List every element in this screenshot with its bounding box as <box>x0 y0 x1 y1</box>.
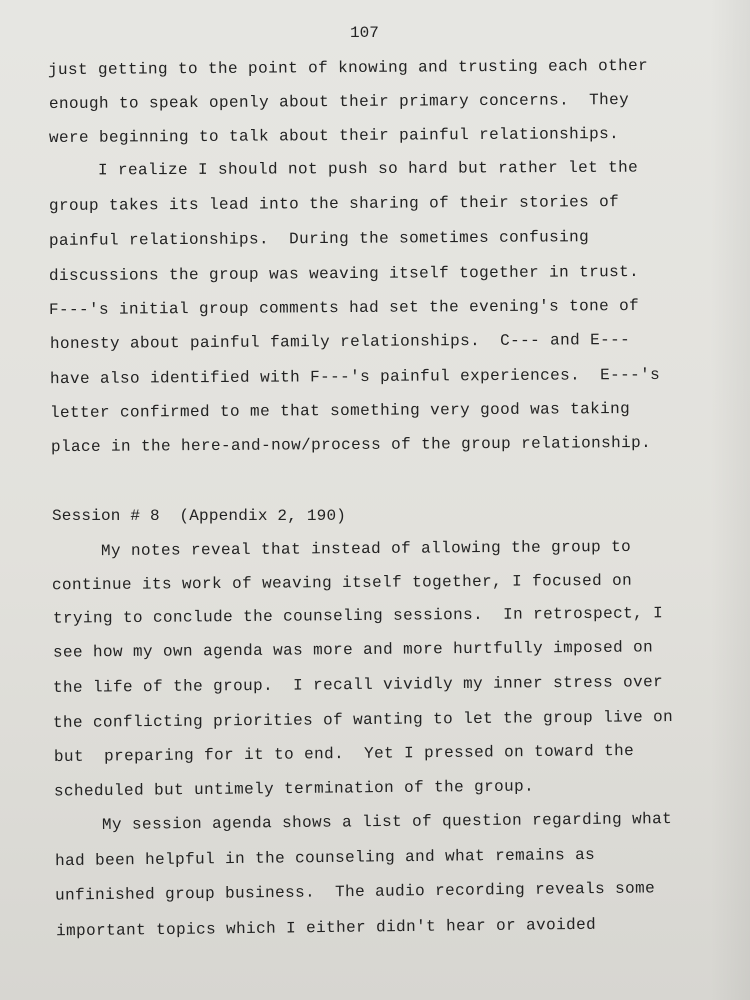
text-line: but preparing for it to end. Yet I pressed on toward the <box>53 741 635 767</box>
page-shadow <box>710 0 750 1000</box>
text-line: unfinished group business. The audio recording reveals some <box>54 879 656 905</box>
text-line: important topics which I either didn't hear or avoided <box>55 915 597 941</box>
text-line: place in the here-and-now/process of the group relationship. <box>50 433 652 457</box>
text-line: trying to conclude the counseling sessions. In retrospect, I <box>52 604 664 628</box>
text-line: have also identified with F---'s painful experiences. E---'s <box>49 365 661 389</box>
text-line: just getting to the point of knowing and trusting each other <box>47 56 649 80</box>
text-line: enough to speak openly about their primary concerns. They <box>48 90 630 114</box>
section-heading: Session # 8 (Appendix 2, 190) <box>52 507 347 525</box>
text-line: I realize I should not push so hard but rather let the <box>97 158 639 180</box>
text-line: the life of the group. I recall vividly my inner stress over <box>52 673 664 697</box>
text-line: My notes reveal that instead of allowing the group to <box>100 537 632 561</box>
text-line: see how my own agenda was more and more hurtfully imposed on <box>52 638 654 662</box>
text-line: were beginning to talk about their painful relationships. <box>48 125 620 147</box>
text-line: F---'s initial group comments had set the evening's tone of <box>48 296 640 320</box>
text-line: My session agenda shows a list of question regarding what <box>101 810 673 834</box>
text-line: scheduled but untimely termination of the group. <box>53 777 535 801</box>
text-line: honesty about painful family relationships. C--- and E--- <box>49 330 631 354</box>
text-line: continue its work of weaving itself together, I focused on <box>51 571 633 595</box>
text-line: discussions the group was weaving itself together in trust. <box>48 262 640 286</box>
text-line: letter confirmed to me that something very good was taking <box>49 399 631 423</box>
text-line: painful relationships. During the sometimes confusing <box>48 228 590 250</box>
text-line: had been helpful in the counseling and what remains as <box>54 845 596 871</box>
page-number: 107 <box>350 24 379 42</box>
text-line: the conflicting priorities of wanting to let the group live on <box>52 708 674 732</box>
text-line: group takes its lead into the sharing of their stories of <box>48 193 620 215</box>
